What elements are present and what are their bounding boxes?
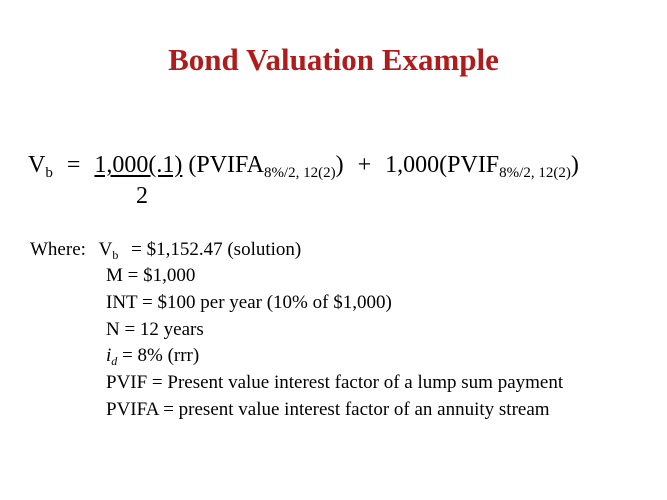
formula-pvif-sub: 8%/2, 12(2) [499, 165, 571, 181]
formula-pvifa-sub: 8%/2, 12(2) [263, 165, 336, 181]
definition-id-sub: d [111, 354, 118, 369]
where-line [30, 237, 301, 263]
definition-n: N = 12 years [106, 318, 204, 340]
formula-plus: + [357, 152, 372, 178]
slide-title: Bond Valuation Example [168, 42, 499, 77]
definition-id-text: = 8% (rrr) [117, 345, 200, 367]
definition-id [106, 343, 563, 370]
where-label: Where: [30, 239, 86, 260]
definition-m: M = $1,000 [106, 265, 196, 286]
formula-pvifa-label: (PVIFA [188, 152, 264, 178]
where-var: V [98, 239, 113, 260]
formula-close-paren: ) [335, 152, 344, 178]
formula-denominator: 2 [136, 183, 148, 209]
where-sub: b [112, 248, 119, 262]
formula-numerator: 1,000(.1) [94, 152, 183, 178]
where-value: = $1,152.47 (solution) [131, 239, 302, 260]
formula-close-paren-2: ) [570, 152, 579, 178]
definition-id-var: i [106, 345, 112, 367]
definition-pvif: PVIF = Present value interest factor of a lump sum payment [106, 372, 564, 394]
formula-lhs-var: V [28, 152, 46, 178]
bond-value-formula [28, 150, 579, 180]
definition-int: INT = $100 per year (10% of $1,000) [106, 291, 392, 313]
formula-lhs-sub: b [45, 165, 53, 181]
definition-pvifa: PVIFA = present value interest factor of an annuity stream [106, 398, 550, 420]
formula-equals: = [66, 152, 81, 178]
definitions-list [106, 263, 563, 424]
formula-pvif-label: 1,000(PVIF [385, 152, 500, 178]
